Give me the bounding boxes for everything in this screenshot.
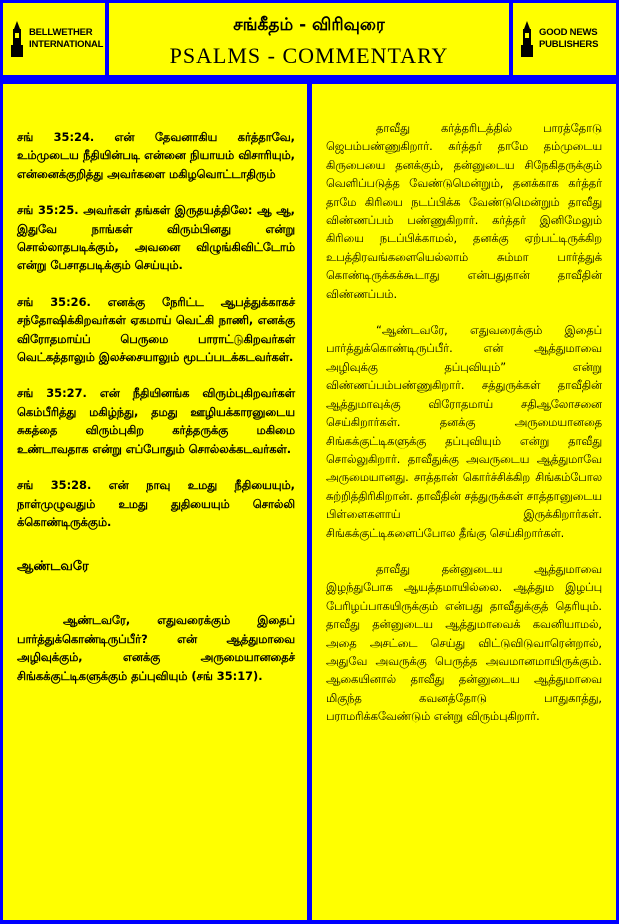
- right-logo-line1: GOOD NEWS: [539, 27, 598, 38]
- good-news-logo: [513, 3, 616, 75]
- title-english: PSALMS - COMMENTARY: [169, 43, 449, 68]
- title-box: [109, 3, 509, 75]
- header-bar: [0, 0, 619, 80]
- left-logo-line1: BELLWETHER: [29, 27, 93, 38]
- commentary-paragraph: “ஆண்டவரே, எதுவரைக்கும் இதைப் பார்த்துக்கொண்டிருப்பீர். என் ஆத்துமாவை அழிவுக்கு தப்புவியும்” என்று விண்ணப்பம்பண்ணுகிறார். சத்துருக்கள் தாவீதின் ஆத்துமாவுக்கு விரோதமாய் சதிஆலோசனை செய்கிறார்கள். தனக்கு அருமையானதை சிங்கக்குட்டிகளுக்கு தப்புவியும் என்று தாவீது சொல்லுகிறார். தாவீதுக்கு அவருடைய ஆத்துமாவே அருமையானது. சாத்தான் கொர்ச்சிக்கிற சிங்கம்போல சுற்றித்திரிகிறான். தாவீதின் சத்துருக்கள் சாத்தானுடைய பிள்ளைகளாய் இருக்கிறார்கள். சிங்கக்குட்டிகளைப்போல தீங்கு செய்கிறார்கள்.: [326, 324, 602, 540]
- bellwether-logo: [3, 3, 105, 75]
- verse-35-28: சங் 35:28. என் நாவு உமது நீதியையும், நாள்முழுவதும் உமது துதியையும் சொல்லி க்கொண்டிருக்கும்.: [17, 478, 295, 529]
- bell-tower-icon: [518, 21, 536, 57]
- verses-column: [3, 84, 307, 920]
- commentary-paragraph: தாவீது கர்த்தரிடத்தில் பாரத்தோடு ஜெபம்பண்ணுகிறார். கர்த்தர் தாமே தம்முடைய கிருபையை தனக்கும், தன்னுடைய சிநேகிதருக்கும் வெளிப்படுத்த வேண்டுமென்றும், தனக்காக கர்த்தர் தாமே கிரியை நடப்பிக்க வேண்டுமென்றும் தாவீது விண்ணப்பம் பண்ணுகிறார். கர்த்தர் இனிமேலும் கிரியை நடப்பிக்காமல், தனக்கு ஏற்பட்டிருக்கிற உபத்திரவங்களையெல்லாம் சும்மா பார்த்துக் கொண்டிருக்கக்கூடாது என்பதுதான் தாவீதின் விண்ணப்பம்.: [326, 122, 602, 301]
- verse-35-24: சங் 35:24. என் தேவனாகிய கர்த்தாவே, உம்முடைய நீதியின்படி என்னை நியாயம் விசாரியும், என்னைக்குறித்து அவர்களை மகிழவொட்டாதிரும்: [17, 130, 295, 181]
- commentary-column: [312, 84, 616, 920]
- section-heading: ஆண்டவரே: [17, 559, 89, 575]
- verse-35-25: சங் 35:25. அவர்கள் தங்கள் இருதயத்திலே: ஆ ஆ, இதுவே நாங்கள் விரும்பினது என்று சொல்லாதபடிக்கும், அவனை விழுங்கிவிட்டோம் என்று பேசாதபடிக்கும் செய்யும்.: [17, 203, 295, 273]
- right-logo-line2: PUBLISHERS: [539, 39, 599, 50]
- title-tamil: சங்கீதம் - விரிவுரை: [233, 15, 385, 35]
- verse-35-27: சங் 35:27. என் நீதியினங்க விரும்புகிறவர்கள் கெம்பீரித்து மகிழ்ந்து, தமது ஊழியக்காரனுடைய சுகத்தை விரும்புகிற கர்த்தருக்கு மகிமை உண்டாவதாக என்று எப்போதும் சொல்லக்கடவர்கள்.: [17, 386, 295, 456]
- commentary-paragraph: தாவீது தன்னுடைய ஆத்துமாவை இழந்துபோக ஆயத்தமாயில்லை. ஆத்தும இழப்பு பேரிழப்பாகயிருக்கும் என்பது தாவீதுக்குத் தெரியும். தாவீது தன்னுடைய ஆத்துமாவைக் கவனியாமல், அதை அசட்டை செய்து விட்டுவிடுவாரென்றால், அதுவே அவருக்கு பெருத்த அவமானமாயிருக்கும். ஆகையினால் தாவீது தன்னுடைய ஆத்துமாவை மிகுந்த கவனத்தோடு பாதுகாத்து, பராமரிக்கவேண்டும் என்று விரும்புகிறார்.: [326, 562, 602, 724]
- bell-tower-icon: [8, 21, 26, 57]
- section-quote: ஆண்டவரே, எதுவரைக்கும் இதைப் பார்த்துக்கொண்டிருப்பீர்? என் ஆத்துமாவை அழிவுக்கும், எனக்கு அருமையானதைச் சிங்கக்குட்டிகளுக்கும் தப்புவியும் (சங் 35:17).: [17, 613, 295, 683]
- left-logo-line2: INTERNATIONAL: [29, 39, 104, 50]
- verse-35-26: சங் 35:26. எனக்கு நேரிட்ட ஆபத்துக்காகச் சந்தோஷிக்கிறவர்கள் ஏகமாய் வெட்கி நாணி, எனக்கு விரோதமாய்ப் பெருமை பாராட்டுகிறவர்கள் வெட்கத்தாலும் இலச்சையாலும் மூடப்படக்கடவர்கள்.: [17, 294, 295, 365]
